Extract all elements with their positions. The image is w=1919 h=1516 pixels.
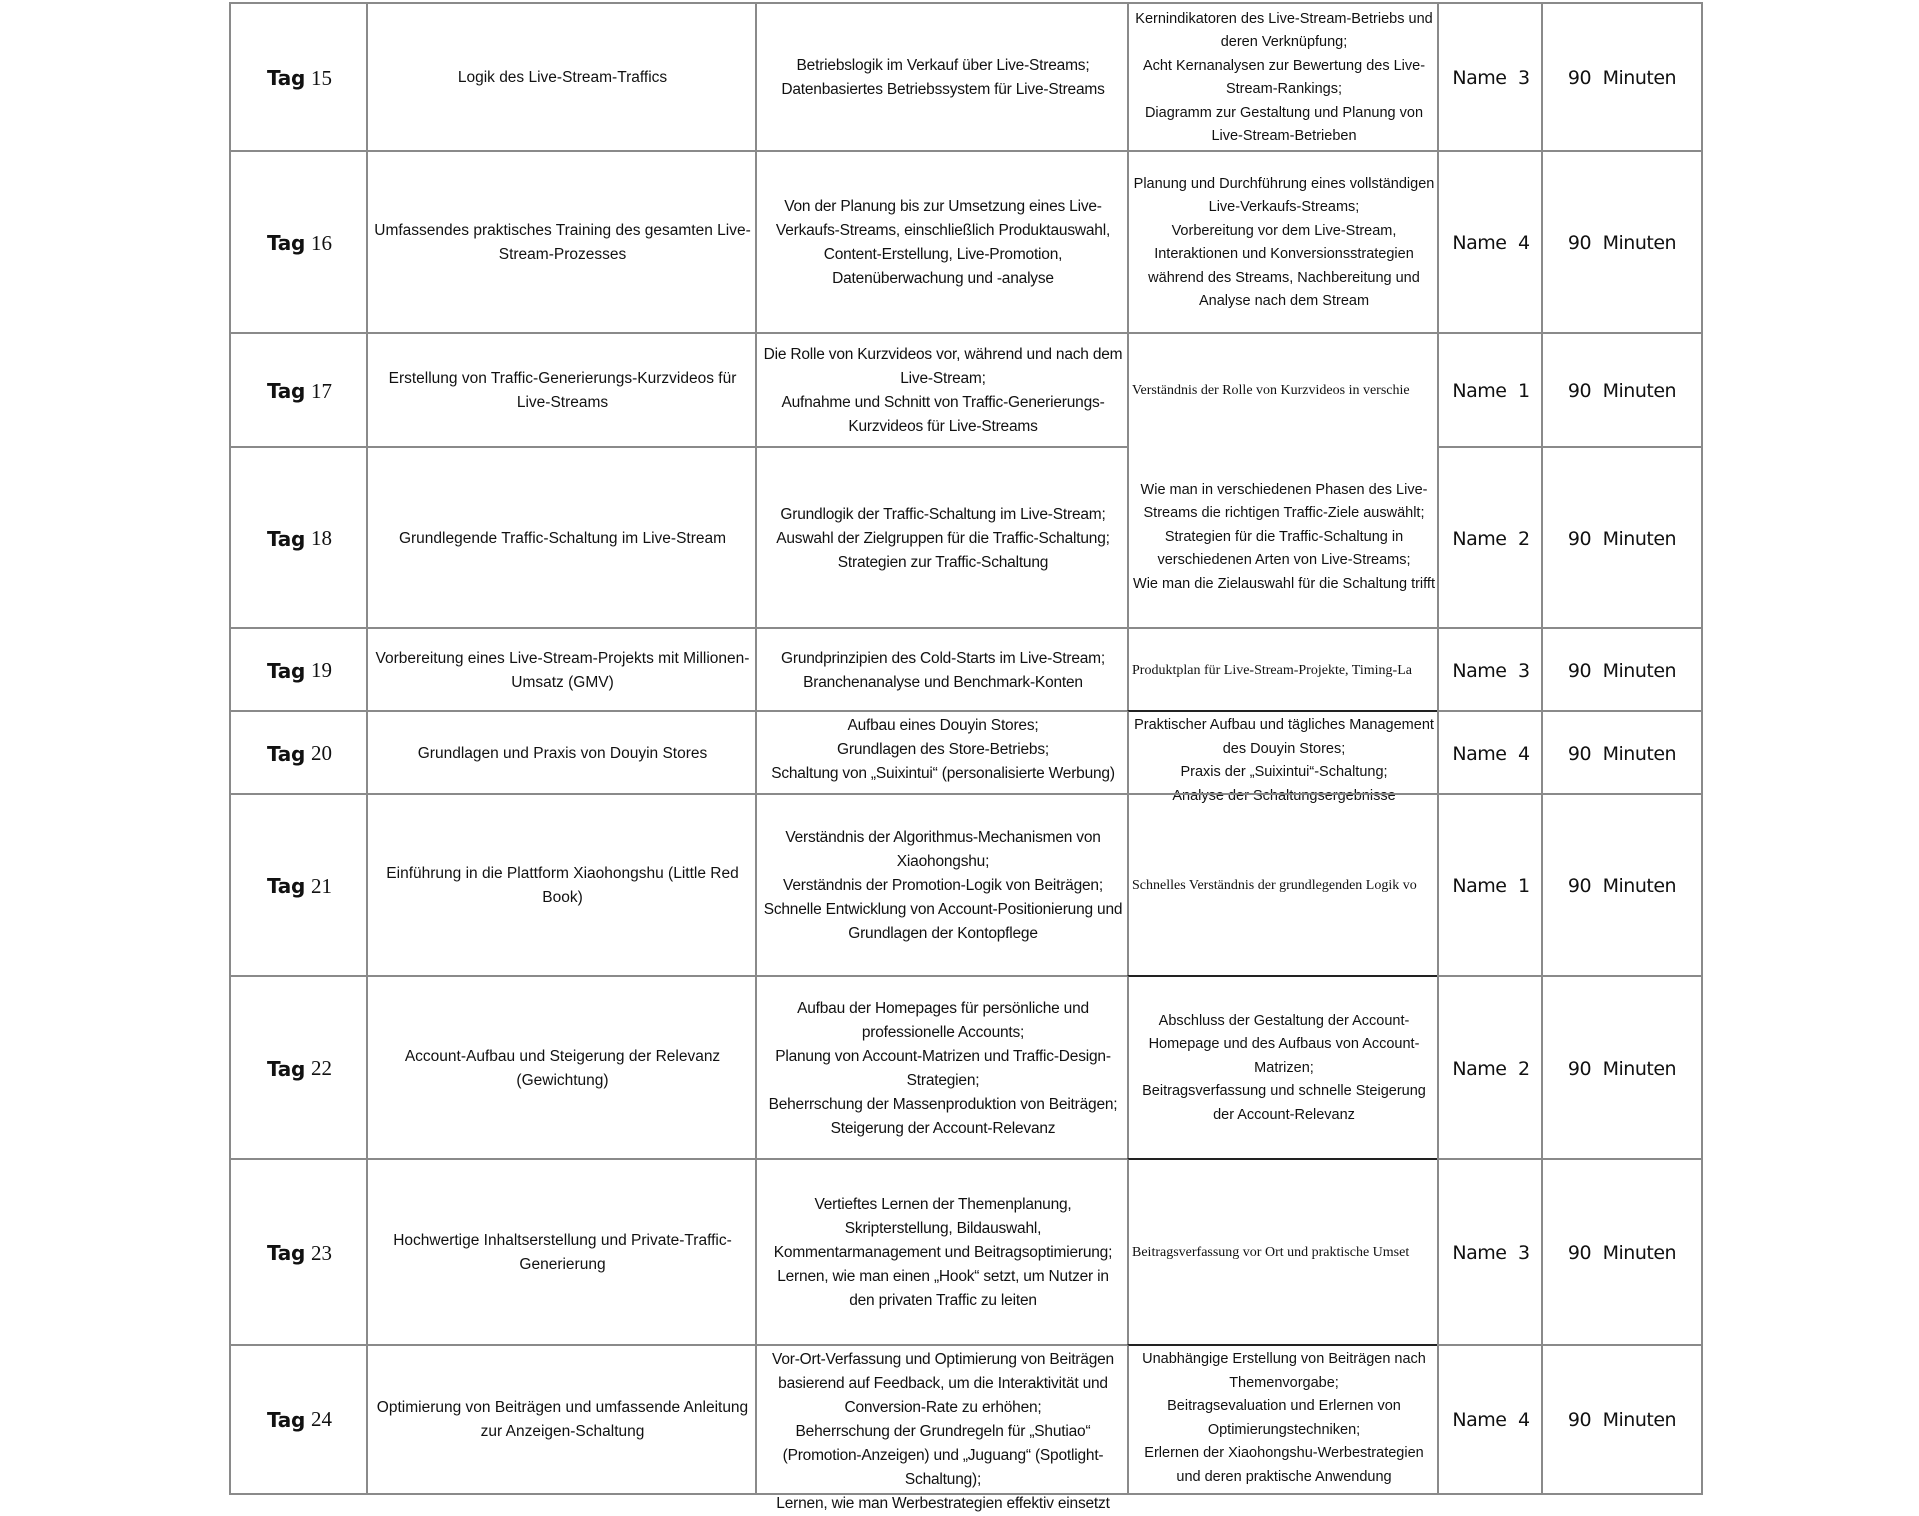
- day-label: Tag: [267, 658, 305, 683]
- day-cell: [229, 1158, 368, 1346]
- day-cell: [229, 2, 368, 152]
- content-cell: [755, 446, 1129, 629]
- content-lines: [763, 343, 1123, 439]
- goal-lines: [1132, 379, 1410, 403]
- goal-line: Wie man die Zielauswahl für die Schaltung trifft: [1133, 575, 1435, 592]
- goal-lines: [1133, 8, 1435, 149]
- topic-text: Grundlegende Traffic-Schaltung im Live-Stream: [398, 529, 727, 547]
- topic-cell: [366, 332, 757, 448]
- goal-lines: [1133, 479, 1435, 597]
- goal-line: Erlernen der Xiaohongshu-Werbestrategien und deren praktische Anwendung: [1144, 1445, 1424, 1485]
- topic-cell: [366, 1158, 757, 1346]
- day-cell: [229, 446, 368, 629]
- day-number: 20: [310, 741, 332, 765]
- content-line: Datenbasiertes Betriebssystem für Live-Streams: [781, 81, 1105, 98]
- instructor-name: Name 3: [1452, 67, 1530, 89]
- instructor-name: Name 4: [1452, 742, 1530, 765]
- day-number: 16: [310, 230, 332, 255]
- goal-line: Praktischer Aufbau und tägliches Management des Douyin Stores;: [1134, 717, 1434, 757]
- day-cell: [229, 332, 368, 448]
- duration-value: 90 Minuten: [1567, 659, 1677, 682]
- instructor-cell: [1437, 332, 1543, 448]
- topic-text: Vorbereitung eines Live-Stream-Projekts mit Millionen-Umsatz (GMV): [375, 649, 750, 691]
- goal-line: Wie man in verschiedenen Phasen des Live-Streams die richtigen Traffic-Ziele auswählt;: [1140, 481, 1428, 522]
- topic-cell: [366, 1344, 757, 1495]
- day-label: Tag: [267, 1241, 305, 1265]
- content-line: Von der Planung bis zur Umsetzung eines Live-Verkaufs-Streams, einschließlich Produktauswahl, Content-Erstellung, Live-Promotion, Datenüberwachung und -analyse: [775, 198, 1111, 287]
- topic-text: Account-Aufbau und Steigerung der Relevanz (Gewichtung): [404, 1047, 721, 1089]
- goal-line: Beitragsverfassung und schnelle Steigerung der Account-Relevanz: [1142, 1083, 1426, 1123]
- content-lines: [763, 997, 1123, 1141]
- content-line: Vertieftes Lernen der Themenplanung, Skripterstellung, Bildauswahl, Kommentarmanagement und Beitragsoptimierung;: [773, 1196, 1113, 1261]
- content-cell: [755, 1344, 1129, 1512]
- goal-cell: [1127, 446, 1439, 629]
- content-line: Grundprinzipien des Cold-Starts im Live-Stream;: [781, 649, 1105, 667]
- day-label: Tag: [267, 741, 305, 766]
- goal-line: Schnelles Verständnis der grundlegenden Logik vo: [1132, 878, 1417, 894]
- content-line: Steigerung der Account-Relevanz: [830, 1119, 1056, 1137]
- content-lines: [763, 826, 1123, 946]
- content-line: Grundlogik der Traffic-Schaltung im Live-Stream;: [780, 505, 1106, 523]
- day-number: 18: [310, 526, 332, 550]
- goal-cell: [1127, 975, 1439, 1160]
- duration-cell: [1541, 627, 1703, 712]
- duration-value: 90 Minuten: [1567, 1408, 1677, 1431]
- instructor-name: Name 2: [1452, 527, 1530, 550]
- instructor-name: Name 3: [1452, 1242, 1530, 1264]
- content-line: Verständnis der Algorithmus-Mechanismen von Xiaohongshu;: [785, 829, 1101, 870]
- content-cell: [755, 975, 1129, 1160]
- content-lines: [763, 195, 1123, 291]
- duration-cell: [1541, 1158, 1703, 1346]
- content-line: Grundlagen des Store-Betriebs;: [837, 741, 1049, 758]
- content-line: Planung von Account-Matrizen und Traffic-Design-Strategien;: [775, 1047, 1111, 1089]
- duration-cell: [1541, 446, 1703, 629]
- instructor-cell: [1437, 975, 1543, 1160]
- day-label: Tag: [267, 1056, 305, 1081]
- goal-cell: [1127, 1344, 1439, 1495]
- instructor-name: Name 1: [1452, 875, 1530, 897]
- duration-value: 90 Minuten: [1567, 232, 1677, 254]
- goal-cell: [1127, 150, 1439, 334]
- content-line: Die Rolle von Kurzvideos vor, während und nach dem Live-Stream;: [763, 346, 1123, 387]
- day-number: 23: [310, 1240, 332, 1265]
- instructor-cell: [1437, 2, 1543, 152]
- content-lines: [781, 647, 1105, 695]
- content-cell: [755, 627, 1129, 712]
- day-number: 24: [310, 1407, 332, 1431]
- day-label: Tag: [267, 1407, 305, 1432]
- instructor-cell: [1437, 150, 1543, 334]
- duration-value: 90 Minuten: [1567, 527, 1677, 550]
- topic-cell: [366, 446, 757, 629]
- topic-text: Grundlagen und Praxis von Douyin Stores: [417, 744, 708, 762]
- duration-cell: [1541, 2, 1703, 152]
- duration-cell: [1541, 793, 1703, 977]
- goal-cell: [1127, 793, 1439, 977]
- topic-text: Logik des Live-Stream-Traffics: [457, 69, 668, 86]
- goal-line: Unabhängige Erstellung von Beiträgen nach Themenvorgabe;: [1142, 1351, 1426, 1391]
- duration-value: 90 Minuten: [1567, 742, 1677, 765]
- content-line: Verständnis der Promotion-Logik von Beiträgen;: [783, 877, 1103, 894]
- instructor-name: Name 1: [1452, 380, 1530, 402]
- goal-lines: [1133, 1346, 1435, 1489]
- duration-value: 90 Minuten: [1567, 1242, 1677, 1264]
- topic-cell: [366, 2, 757, 152]
- instructor-cell: [1437, 1344, 1543, 1495]
- duration-value: 90 Minuten: [1567, 875, 1677, 897]
- instructor-name: Name 2: [1452, 1057, 1530, 1080]
- content-line: Aufnahme und Schnitt von Traffic-Generierungs-Kurzvideos für Live-Streams: [781, 394, 1105, 435]
- content-cell: [755, 2, 1129, 152]
- content-line: Betriebslogik im Verkauf über Live-Streams;: [796, 57, 1090, 74]
- day-number: 17: [310, 378, 332, 403]
- topic-cell: [366, 150, 757, 334]
- goal-line: Diagramm zur Gestaltung und Planung von Live-Stream-Betrieben: [1144, 104, 1424, 144]
- schedule-table: [229, 2, 1703, 1512]
- duration-cell: [1541, 332, 1703, 448]
- goal-line: Praxis der „Suixintui“-Schaltung;: [1180, 764, 1388, 780]
- topic-text: Optimierung von Beiträgen und umfassende Anleitung zur Anzeigen-Schaltung: [376, 1398, 749, 1440]
- day-label: Tag: [267, 526, 305, 551]
- goal-line: Acht Kernanalysen zur Bewertung des Live-Stream-Rankings;: [1142, 57, 1426, 97]
- goal-line: Analyse der Schaltungsergebnisse: [1172, 787, 1396, 804]
- content-lines: [771, 712, 1115, 786]
- instructor-cell: [1437, 446, 1543, 629]
- topic-text: Einführung in die Plattform Xiaohongshu (Little Red Book): [386, 865, 739, 906]
- instructor-name: Name 3: [1452, 659, 1530, 682]
- day-cell: [229, 793, 368, 977]
- goal-cell: [1127, 1158, 1439, 1346]
- goal-lines: [1132, 659, 1412, 683]
- content-line: Vor-Ort-Verfassung und Optimierung von Beiträgen basierend auf Feedback, um die Interaktivität und Conversion-Rate zu erhöhen;: [772, 1351, 1114, 1416]
- content-line: Schaltung von „Suixintui“ (personalisierte Werbung): [771, 765, 1115, 782]
- day-number: 22: [310, 1056, 332, 1080]
- content-line: Aufbau der Homepages für persönliche und professionelle Accounts;: [797, 999, 1089, 1041]
- topic-text: Hochwertige Inhaltserstellung und Private-Traffic-Generierung: [393, 1232, 732, 1273]
- content-line: Aufbau eines Douyin Stores;: [847, 717, 1039, 734]
- instructor-cell: [1437, 1158, 1543, 1346]
- duration-value: 90 Minuten: [1567, 380, 1677, 402]
- content-line: Beherrschung der Grundregeln für „Shutiao“ (Promotion-Anzeigen) und „Juguang“ (Spotlight-Schaltung);: [782, 1423, 1104, 1488]
- content-lines: [776, 503, 1109, 575]
- goal-line: Strategien für die Traffic-Schaltung in verschiedenen Arten von Live-Streams;: [1157, 528, 1411, 569]
- goal-line: Abschluss der Gestaltung der Account-Homepage und des Aufbaus von Account-Matrizen;: [1148, 1012, 1420, 1076]
- day-cell: [229, 975, 368, 1160]
- goal-cell: [1127, 710, 1439, 804]
- content-line: Lernen, wie man Werbestrategien effektiv einsetzt: [776, 1495, 1110, 1512]
- day-label: Tag: [267, 874, 305, 898]
- goal-line: Produktplan für Live-Stream-Projekte, Timing-La: [1132, 662, 1412, 678]
- day-number: 19: [310, 658, 332, 682]
- content-line: Schnelle Entwicklung von Account-Positionierung und Grundlagen der Kontopflege: [763, 901, 1123, 942]
- day-number: 15: [310, 65, 332, 90]
- goal-cell: [1127, 332, 1439, 448]
- content-line: Auswahl der Zielgruppen für die Traffic-Schaltung;: [776, 529, 1110, 547]
- day-cell: [229, 710, 368, 795]
- content-line: Lernen, wie man einen „Hook“ setzt, um Nutzer in den privaten Traffic zu leiten: [777, 1268, 1109, 1309]
- topic-cell: [366, 710, 757, 795]
- content-cell: [755, 332, 1129, 448]
- day-cell: [229, 627, 368, 712]
- duration-value: 90 Minuten: [1567, 1057, 1677, 1080]
- goal-line: Vorbereitung vor dem Live-Stream, Interaktionen und Konversionsstrategien während des Streams, Nachbereitung und Analyse nach dem Stream: [1148, 222, 1420, 309]
- content-line: Strategien zur Traffic-Schaltung: [837, 553, 1049, 571]
- duration-cell: [1541, 150, 1703, 334]
- day-label: Tag: [267, 379, 305, 403]
- topic-cell: [366, 975, 757, 1160]
- instructor-cell: [1437, 627, 1543, 712]
- day-label: Tag: [267, 66, 305, 90]
- instructor-cell: [1437, 710, 1543, 795]
- content-cell: [755, 150, 1129, 334]
- day-label: Tag: [267, 231, 305, 255]
- duration-cell: [1541, 1344, 1703, 1495]
- goal-lines: [1132, 874, 1417, 898]
- topic-cell: [366, 793, 757, 977]
- content-lines: [781, 54, 1104, 102]
- topic-text: Erstellung von Traffic-Generierungs-Kurzvideos für Live-Streams: [388, 370, 737, 411]
- goal-line: Beitragsevaluation und Erlernen von Optimierungstechniken;: [1167, 1398, 1401, 1438]
- topic-cell: [366, 627, 757, 712]
- instructor-name: Name 4: [1452, 1408, 1530, 1431]
- content-line: Branchenanalyse und Benchmark-Konten: [803, 673, 1083, 691]
- day-number: 21: [310, 873, 332, 898]
- goal-lines: [1133, 1010, 1435, 1128]
- day-cell: [229, 150, 368, 334]
- topic-text: Umfassendes praktisches Training des gesamten Live-Stream-Prozesses: [374, 222, 751, 263]
- instructor-name: Name 4: [1452, 232, 1530, 254]
- goal-cell: [1127, 2, 1439, 152]
- instructor-cell: [1437, 793, 1543, 977]
- goal-lines: [1132, 1241, 1409, 1265]
- duration-value: 90 Minuten: [1567, 67, 1677, 89]
- duration-cell: [1541, 710, 1703, 795]
- goal-line: Verständnis der Rolle von Kurzvideos in verschie: [1132, 383, 1410, 399]
- content-line: Beherrschung der Massenproduktion von Beiträgen;: [768, 1095, 1118, 1113]
- goal-line: Beitragsverfassung vor Ort und praktische Umset: [1132, 1245, 1410, 1261]
- goal-cell: [1127, 627, 1439, 712]
- goal-lines: [1133, 173, 1435, 314]
- duration-cell: [1541, 975, 1703, 1160]
- goal-line: Planung und Durchführung eines vollständigen Live-Verkaufs-Streams;: [1133, 175, 1435, 215]
- content-lines: [763, 1193, 1123, 1313]
- goal-line: Kernindikatoren des Live-Stream-Betriebs und deren Verknüpfung;: [1135, 10, 1433, 50]
- content-cell: [755, 710, 1129, 795]
- content-lines: [763, 1346, 1123, 1516]
- day-cell: [229, 1344, 368, 1495]
- content-cell: [755, 1158, 1129, 1346]
- content-cell: [755, 793, 1129, 977]
